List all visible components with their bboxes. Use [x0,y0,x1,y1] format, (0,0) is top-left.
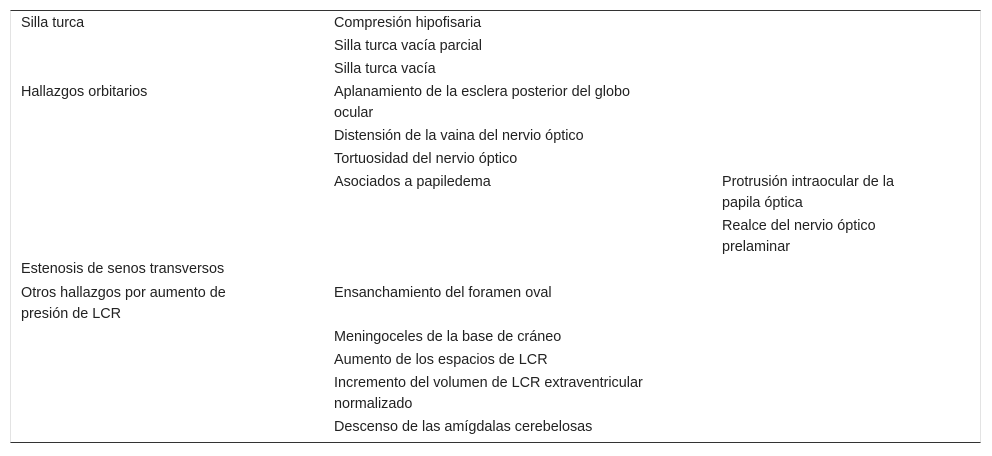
category-sinus-stenosis: Estenosis de senos transversos [21,261,225,277]
finding-meningoceles: Meningoceles de la base de cráneo [334,329,562,345]
finding-empty-sella: Silla turca vacía [334,61,436,77]
category-orbital: Hallazgos orbitarios [21,84,148,100]
detail-papilla-protrusion-line2: papila óptica [722,195,803,211]
category-csf-pressure-line1: Otros hallazgos por aumento de [21,285,226,301]
category-sella: Silla turca [21,15,85,31]
finding-papilledema-associated: Asociados a papiledema [334,174,491,190]
finding-optic-sheath-distension: Distensión de la vaina del nervio óptico [334,128,584,144]
detail-prelaminar-enhancement-line1: Realce del nervio óptico [722,218,876,234]
finding-csf-volume-line2: normalizado [334,396,413,412]
finding-csf-spaces: Aumento de los espacios de LCR [334,352,548,368]
finding-foramen-ovale: Ensanchamiento del foramen oval [334,285,552,301]
finding-sclera-flattening-line2: ocular [334,105,374,121]
detail-papilla-protrusion-line1: Protrusión intraocular de la [722,174,894,190]
finding-csf-volume-line1: Incremento del volumen de LCR extraventricular [334,375,643,391]
finding-pituitary-compression: Compresión hipofisaria [334,15,482,31]
finding-partial-empty-sella: Silla turca vacía parcial [334,38,482,54]
finding-tonsillar-descent: Descenso de las amígdalas cerebelosas [334,419,593,435]
category-csf-pressure-line2: presión de LCR [21,306,121,322]
finding-optic-nerve-tortuosity: Tortuosidad del nervio óptico [334,151,518,167]
finding-sclera-flattening-line1: Aplanamiento de la esclera posterior del globo [334,84,630,100]
detail-prelaminar-enhancement-line2: prelaminar [722,239,790,255]
